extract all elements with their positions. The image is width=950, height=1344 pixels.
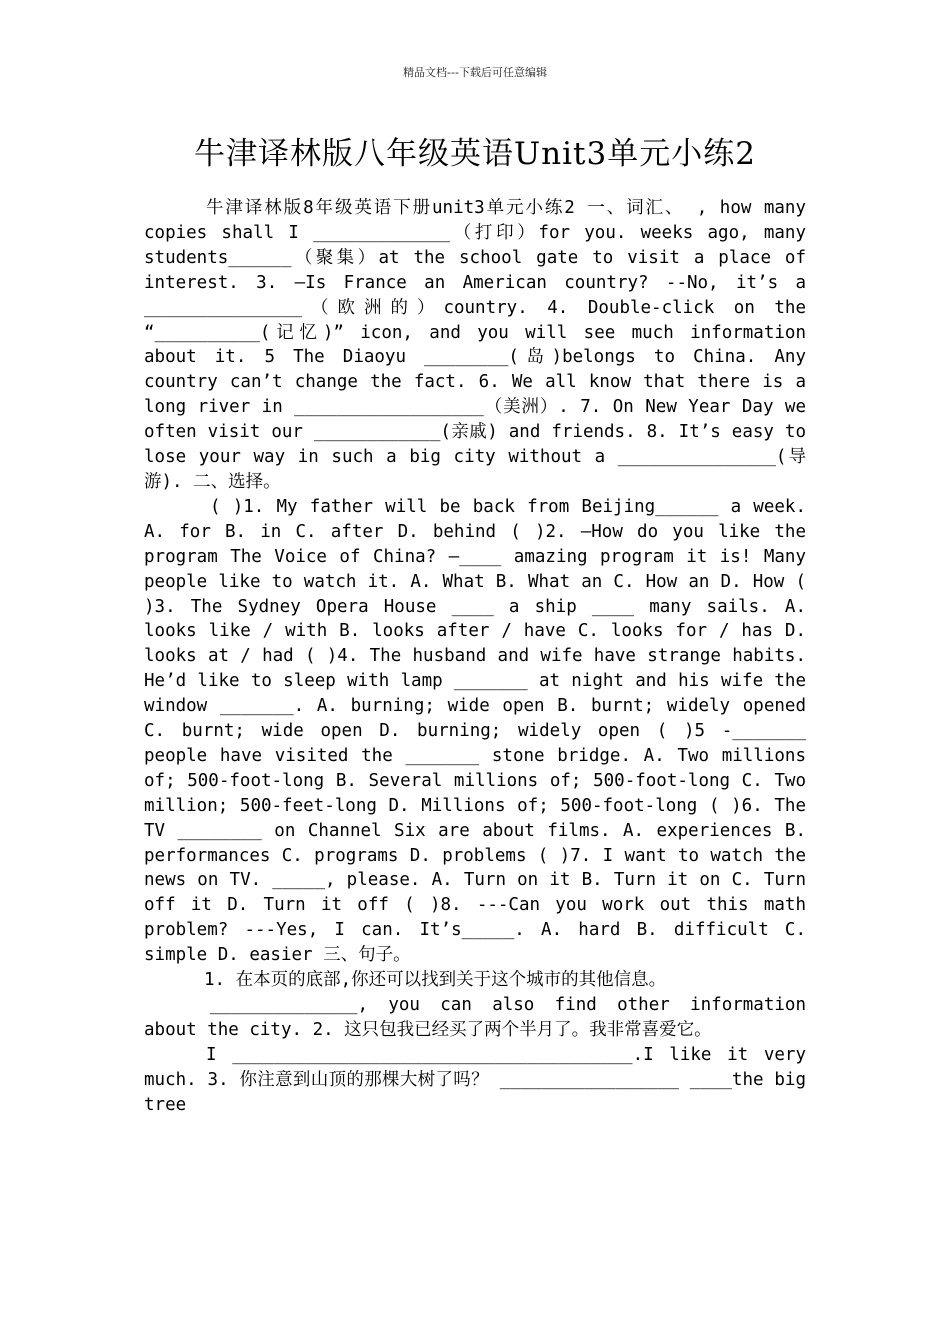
vocabulary-section: 牛津译林版8年级英语下册unit3单元小练2 一、词汇、 , how many copies shall I _____________（打印）for you. weeks ago, many students______（聚集）at the school gate to visit a place of interest. 3. –Is France an American country? --No, it’s a _______________（欧洲的）country. 4. Double-click on the “__________(记忆)” icon, and you will see much information about it. 5 The Diaoyu ________(岛)belongs to China. Any country can’t change the fact. 6. We all know that there is a long river in __________________（美洲）. 7. On New Year Day we often visit our ____________(亲戚) and friends. 8. It’s easy to lose your way in such a big city without a _______________(导游). 二、选择。 bbox=[144, 198, 806, 492]
page-header: 精品文档---下载后可任意编辑 bbox=[403, 66, 547, 79]
document-body bbox=[144, 196, 806, 1118]
sentence-item-1-english: ______________, you can also find other information about the city. 2. 这只包我已经买了两个半月了。我非常喜爱它。 bbox=[144, 995, 806, 1040]
sentence-item-2-english: I ______________________________________.I like it very much. 3. 你注意到山顶的那棵大树了吗？ _________________ ____the big tree bbox=[144, 1044, 806, 1115]
multiple-choice-section: ( )1. My father will be back from Beijing______ a week. A. for B. in C. after D. behind ( )2. —How do you like the program The Voice of China? —____ amazing program it is! Many people like to watch it. A. What B. What an C. How an D. How ( )3. The Sydney Opera House ____ a ship ____ many sails. A. looks like / with B. looks after / have C. looks for / has D. looks at / had ( )4. The husband and wife have strange habits. He’d like to sleep with lamp _______ at night and his wife the window _______. A. burning; wide open B. burnt; widely opened C. burnt; wide open D. burning; widely open ( )5 -_______ people have visited the _______ stone bridge. A. Two millions of; 500-foot-long B. Several millions of; 500-foot-long C. Two million; 500-feet-long D. Millions of; 500-foot-long ( )6. The TV ________ on Channel Six are about films. A. experiences B. performances C. programs D. problems ( )7. I want to watch the news on TV. _____, please. A. Turn on it B. Turn it on C. Turn off it D. Turn it off ( )8. ---Can you work out this math problem? ---Yes, I can. It’s_____. A. hard B. difficult C. simple D. easier 三、句子。 bbox=[144, 496, 806, 966]
sentence-item-1-chinese: 1. 在本页的底部,你还可以找到关于这个城市的其他信息。 bbox=[204, 970, 667, 991]
document-title: 牛津译林版八年级英语Unit3单元小练2 bbox=[194, 136, 756, 172]
